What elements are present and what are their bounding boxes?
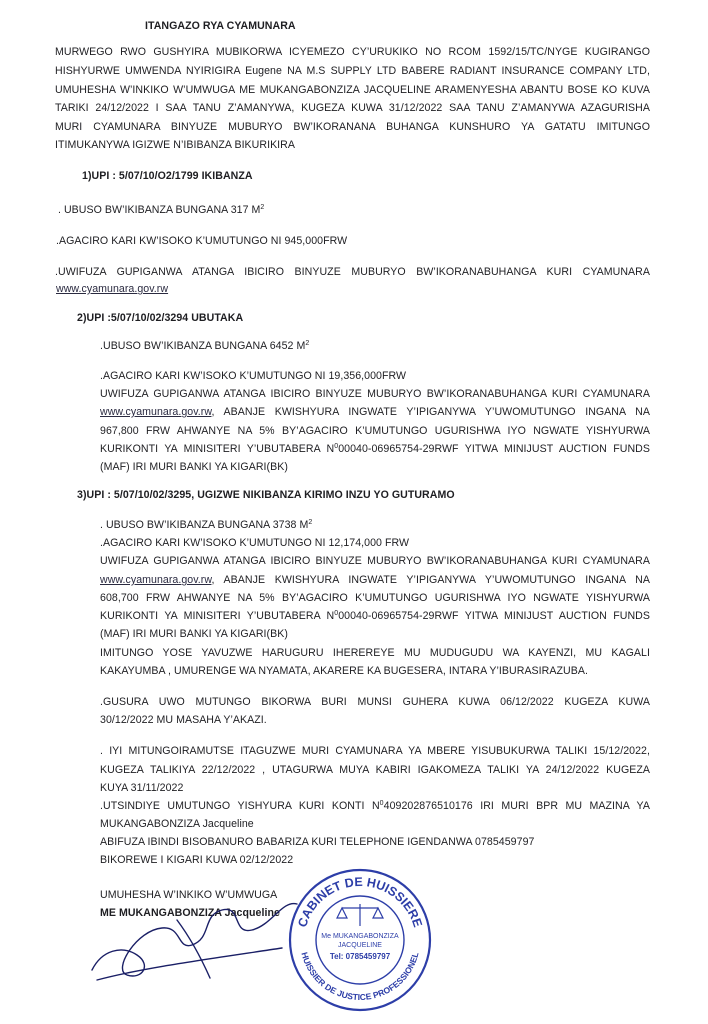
item3-bid-line: www.cyamunara.gov.rw, ABANJE KWISHYURA INGWATE Y’IPIGANYWA Y’UWOMUTUNGO INGANA NA [100,574,650,586]
item2-link[interactable]: www.cyamunara.gov.rw [100,406,212,418]
item1-value: .AGACIRO KARI KW’ISOKO K’UMUTUNGO NI 945,000FRW [56,235,348,247]
intro-line: UMUHESHA W’INKIKO W’UMWUGA ME MUKANGABONZIZA JACQUELINE ARAMENYESHA ABANTU BOSE KO KUVA [55,84,650,96]
location-line: KAKAYUMBA , UMURENGE WA NYAMATA, AKARERE KA BUGESERA, INTARA Y’IBURASIRAZUBA. [100,665,588,677]
item3-bid-line: (MAF) IRI MURI BANKI YA KIGARI(BK) [100,628,288,640]
contact-info: ABIFUZA IBINDI BISOBANURO BABARIZA KURI TELEPHONE IGENDANWA 0785459797 [100,836,535,848]
visit-line: .GUSURA UWO MUTUNGO BIKORWA BURI MUNSI GUHERA KUWA 06/12/2022 KUGEZA KUWA [100,696,650,708]
item2-value: .AGACIRO KARI KW’ISOKO K’UMUTUNGO NI 19,356,000FRW [100,370,407,382]
payment-line: MUKANGABONZIZA Jacqueline [100,818,254,830]
date-line: BIKOREWE I KIGARI KUWA 02/12/2022 [100,854,294,866]
payment-line: .UTSINDIYE UMUTUNGO YISHYURA KURI KONTI $N^0409202876510176$ IRI MURI BPR MU MAZINA YA [100,800,650,812]
official-stamp [280,866,440,1016]
item2-bid-line: www.cyamunara.gov.rw, ABANJE KWISHYURA INGWATE Y’IPIGANYWA Y’UWOMUTUNGO INGANA NA [100,406,650,418]
intro-line: MURI CYAMUNARA BINYUZE MUBURYO BW’IKORANANA BUHANGA KUNSHURO YA GATATU IMITUNGO [55,121,650,133]
intro-line: TARIKI 24/12/2022 I SAA TANU Z’AMANYWA, KUGEZA KUWA 31/12/2022 SAA TANU Z’AMANYWA AZAGURISHA [55,102,650,114]
item3-link[interactable]: www.cyamunara.gov.rw [100,574,212,586]
stamp-name-line1: Me MUKANGABONZIZA [321,933,399,940]
item2-bid-line: 967,800 FRW AHWANYE NA 5% BY’AGACIRO K’UMUTUNGO UGURISHWA IYO NGWATE YISHYURWA [100,425,650,437]
item3-heading: 3)UPI : 5/07/10/02/3295, UGIZWE NIKIBANZA KIRIMO INZU YO GUTURAMO [77,489,455,501]
signer-title: UMUHESHA W’INKIKO W’UMWUGA [100,889,278,901]
intro-line: ITIMUKANYWA IGIZWE N’IBIBANZA BIKURIKIRA [55,139,295,151]
item2-bid-line: UWIFUZA GUPIGANWA ATANGA IBICIRO BINYUZE MUBURYO BW’IKORANABUHANGA KURI CYAMUNARA [100,388,650,400]
intro-line: MURWEGO RWO GUSHYIRA MUBIKORWA ICYEMEZO CY’URUKIKO NO RCOM 1592/15/TC/NYGE KUGIRANGO [55,46,650,58]
schedule-line: . IYI MITUNGOIRAMUTSE ITAGUZWE MURI CYAMUNARA YA MBERE YISUBUKURWA TALIKI 15/12/2022, [100,745,650,757]
notice-title: ITANGAZO RYA CYAMUNARA [145,20,296,32]
item3-area: . UBUSO BW’IKIBANZA BUNGANA 3738 $M^2$ [100,519,313,531]
item1-heading: 1)UPI : 5/07/10/O2/1799 IKIBANZA [82,170,253,182]
item3-bid-line: 608,700 FRW AHWANYE NA 5% BY’AGACIRO K’UMUTUNGO UGURISHWA IYO NGWATE YISHYURWA [100,592,650,604]
stamp-top-arc: CABINET DE HUISSIERE [295,874,425,929]
item3-value: .AGACIRO KARI KW’ISOKO K’UMUTUNGO NI 12,174,000 FRW [100,537,410,549]
schedule-line: KUGEZA TALIKIYA 22/12/2022 , UTAGURWA MUYA KABIRI IGAKOMEZA TALIKI YA 24/12/2022 KUGEZA [100,764,650,776]
visit-line: 30/12/2022 MU MASAHA Y’AKAZI. [100,714,267,726]
item1-bid: .UWIFUZA GUPIGANWA ATANGA IBICIRO BINYUZE MUBURYO BW’IKORANABUHANGA KURI CYAMUNARA [55,266,650,278]
signer-name: ME MUKANGABONZIZA Jacqueline [100,907,280,919]
stamp-name-line2: JACQUELINE [338,942,382,949]
location-line: IMITUNGO YOSE YAVUZWE HARUGURU IHEREREYE MU MUDUGUDU WA KAYENZI, MU KAGALI [100,647,650,659]
scales-of-justice-icon [337,904,383,926]
item2-heading: 2)UPI :5/07/10/02/3294 UBUTAKA [77,312,244,324]
item1-area: . UBUSO BW’IKIBANZA BUNGANA 317 $M^2$ [58,204,265,216]
item2-area: .UBUSO BW’IKIBANZA BUNGANA 6452 $M^2$ [100,340,310,352]
intro-line: HISHYURWE UMWENDA NYIRIGIRA Eugene NA M.S SUPPLY LTD BABERE RADIANT INSURANCE COMPANY LTD, [55,65,650,77]
schedule-line: KUYA 31/11/2022 [100,782,184,794]
item3-bid-line: UWIFUZA GUPIGANWA ATANGA IBICIRO BINYUZE MUBURYO BW’IKORANABUHANGA KURI CYAMUNARA [100,555,650,567]
item2-bid-line: KURIKONTI YA MINISITERI Y’UBUTABERA $N^000040-06965754-29RWF$ YITWA MINIJUST AUCTION FUNDS [100,443,650,455]
handwritten-signature [82,890,312,990]
item3-bid-line: KURIKONTI YA MINISITERI Y’UBUTABERA $N^000040-06965754-29RWF$ YITWA MINIJUST AUCTION FUNDS [100,610,650,622]
item2-bid-line: (MAF) IRI MURI BANKI YA KIGARI(BK) [100,461,288,473]
stamp-bottom-arc: HUISSIER DE JUSTICE PROFESSIONEL [299,950,421,1003]
stamp-tel: Tel: 0785459797 [329,952,391,961]
item1-link[interactable]: www.cyamunara.gov.rw [56,283,169,295]
